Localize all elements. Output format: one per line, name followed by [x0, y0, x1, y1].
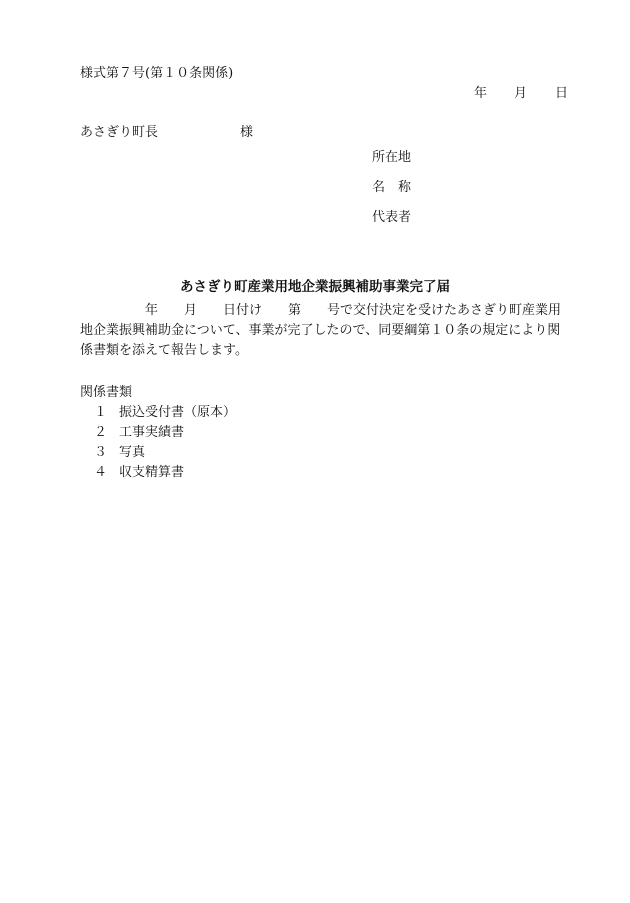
- attachment-number: ３: [94, 445, 108, 460]
- date-month: 月: [514, 86, 528, 101]
- attachment-number: ４: [94, 465, 108, 480]
- body-line: 年 月 日付け 第 号で交付決定を受けたあさぎり町産業用: [80, 303, 562, 318]
- form-number: 様式第７号(第１０条関係): [80, 66, 234, 81]
- name-label: 名 称: [372, 180, 412, 195]
- attachment-number: ２: [94, 425, 108, 440]
- addressee-honorific: 様: [240, 125, 254, 140]
- representative-label: 代表者: [372, 210, 412, 225]
- body-line: 係書類を添えて報告します。: [80, 343, 248, 358]
- document-title: あさぎり町産業用地企業振興補助事業完了届: [180, 279, 450, 295]
- body-line: 地企業振興補助金について、事業が完了したので、同要綱第１０条の規定により関: [80, 323, 561, 338]
- addressee-name: あさぎり町長: [80, 125, 159, 140]
- attachment-label: 振込受付書（原本）: [119, 405, 237, 420]
- attachments-heading: 関係書類: [80, 385, 133, 400]
- attachment-label: 工事実績書: [119, 425, 185, 440]
- date-year: 年: [474, 86, 488, 101]
- attachment-label: 写真: [119, 445, 146, 460]
- body-paragraph: [80, 301, 568, 361]
- attachment-number: １: [94, 405, 108, 420]
- attachment-label: 収支精算書: [119, 465, 185, 480]
- date-day: 日: [555, 86, 569, 101]
- address-label: 所在地: [372, 150, 412, 165]
